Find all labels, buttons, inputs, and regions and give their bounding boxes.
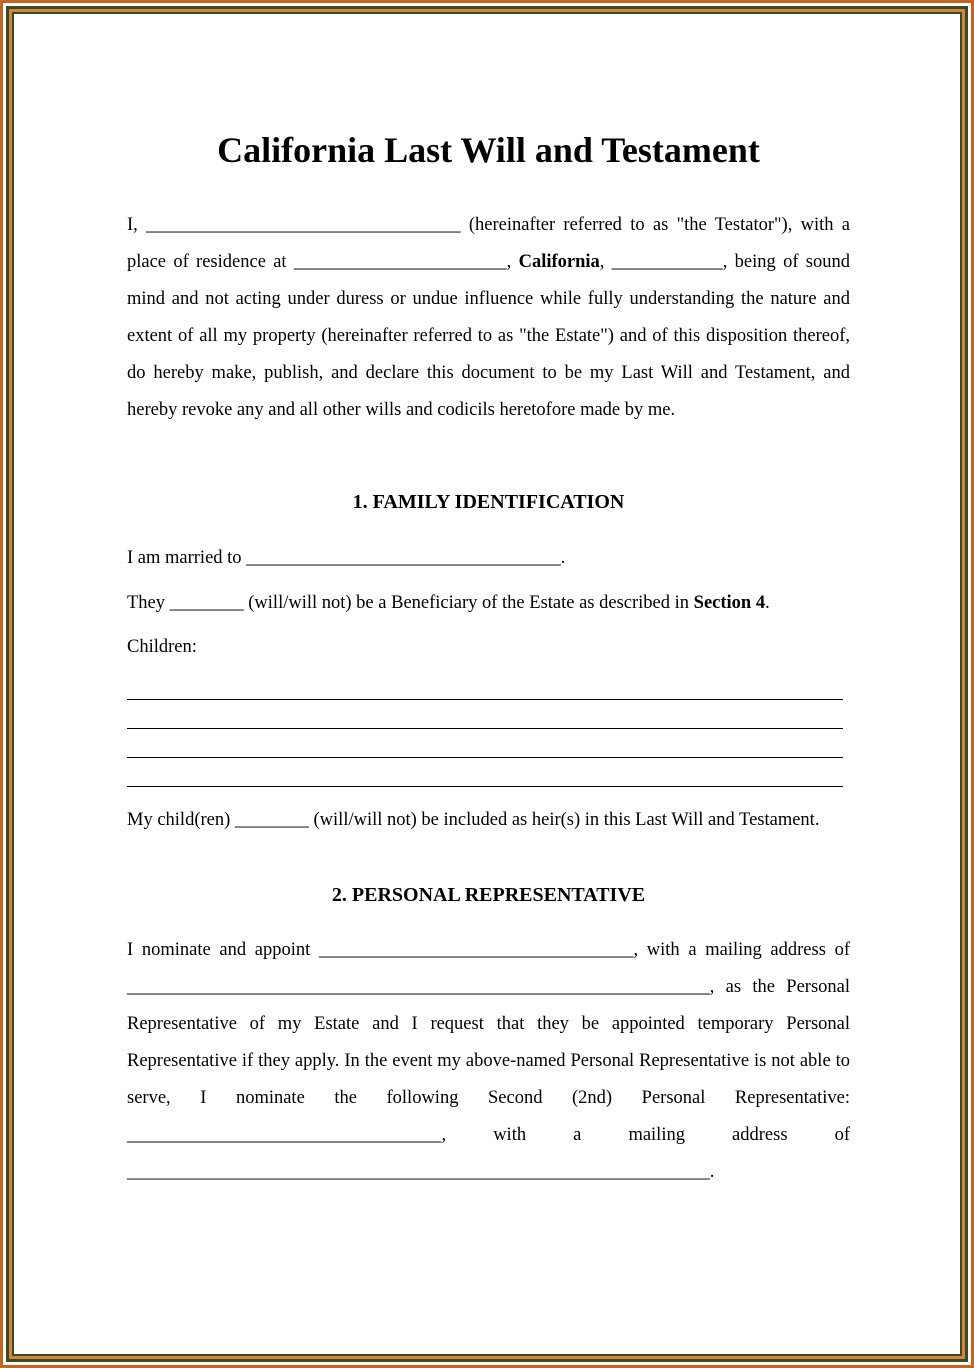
second-rep-address-field[interactable]: _______________________________________________________________. [127, 1162, 715, 1182]
rep-text-3: , with a mailing address of [441, 1125, 850, 1145]
child-line-1[interactable] [127, 699, 843, 700]
section1-heading: 1. FAMILY IDENTIFICATION [352, 491, 625, 513]
second-rep-name-field[interactable]: __________________________________ [127, 1125, 442, 1145]
testator-name-field[interactable]: __________________________________ [146, 215, 461, 235]
intro-lead: I, [127, 215, 138, 235]
intro-text-2: being of sound mind and not acting under duress or undue influence while fully understanding the nature and extent of all my property (hereinafter referred to as "the Estate") and of this disposition thereof, do hereby make, publish, and declare this document to be my Last Will and Testament, and hereby revoke any and all other wills and codicils heretofore made by me. [127, 252, 850, 420]
residence-zip-field[interactable]: ____________ [611, 252, 723, 272]
spouse-name-field[interactable]: __________________________________. [246, 548, 566, 568]
residence-field[interactable]: _______________________ [293, 252, 507, 272]
heirs-lead: My child(ren) [127, 810, 231, 830]
married-line [127, 545, 850, 571]
heirs-paragraph [127, 806, 850, 835]
section-reference: Section 4 [693, 593, 766, 613]
child-line-2[interactable] [127, 728, 843, 729]
state-label: California [518, 252, 600, 272]
rep-name-field[interactable]: __________________________________ [318, 940, 634, 960]
married-lead: I am married to [127, 548, 242, 568]
children-heirs-field[interactable]: ________ [234, 810, 309, 830]
rep-address-field[interactable]: _______________________________________________________________ [127, 977, 710, 997]
intro-text-1: (hereinafter referred to as "the Testator"), with a place of residence at [127, 215, 850, 272]
children-label: Children: [127, 637, 197, 657]
rep-text-1: , with a mailing address of [633, 940, 851, 960]
document-title: California Last Will and Testament [217, 130, 760, 170]
they-lead: They [127, 593, 166, 613]
heirs-text: (will/will not) be included as heir(s) in this Last Will and Testament. [313, 810, 820, 830]
intro-paragraph: I, __________________________________ (hereinafter referred to as "the Testator"), with a place of residence at _______________________, California, ____________, being of sound mind and not acting under duress or undue influence while fully understanding the nature and extent of all my property (hereinafter referred to as "the Estate") and of this disposition thereof, do hereby make, publish, and declare this document to be my Last Will and Testament, and hereby revoke any and all other wills and codicils heretofore made by me. [127, 215, 850, 420]
they-text: (will/will not) be a Beneficiary of the Estate as described in [248, 593, 690, 613]
child-line-4[interactable] [127, 786, 843, 787]
rep-text-2: as the Personal Representative of my Estate and I request that they be appointed temporary Personal Representative if they apply. In the event my above-named Personal Representative is not able to serve, I nominate the following Second (2nd) Personal Representative: [127, 977, 850, 1108]
rep-lead: I nominate and appoint [127, 940, 311, 960]
spouse-beneficiary-field[interactable]: ________ [169, 593, 244, 613]
section2-heading: 2. PERSONAL REPRESENTATIVE [331, 884, 646, 906]
beneficiary-line: They ________ (will/will not) be a Beneficiary of the Estate as described in Section 4. [127, 593, 770, 613]
child-line-3[interactable] [127, 757, 843, 758]
representative-paragraph: I nominate and appoint __________________________________, with a mailing address of _______________________________________________________________, as the Personal Representative of my Estate and I request that they be appointed temporary Personal Representative if they apply. In the event my above-named Personal Representative is not able to serve, I nominate the following Second (2nd) Personal Representative: __________________________________, with a mailing address of _______________________________________________________________. [127, 940, 851, 1182]
